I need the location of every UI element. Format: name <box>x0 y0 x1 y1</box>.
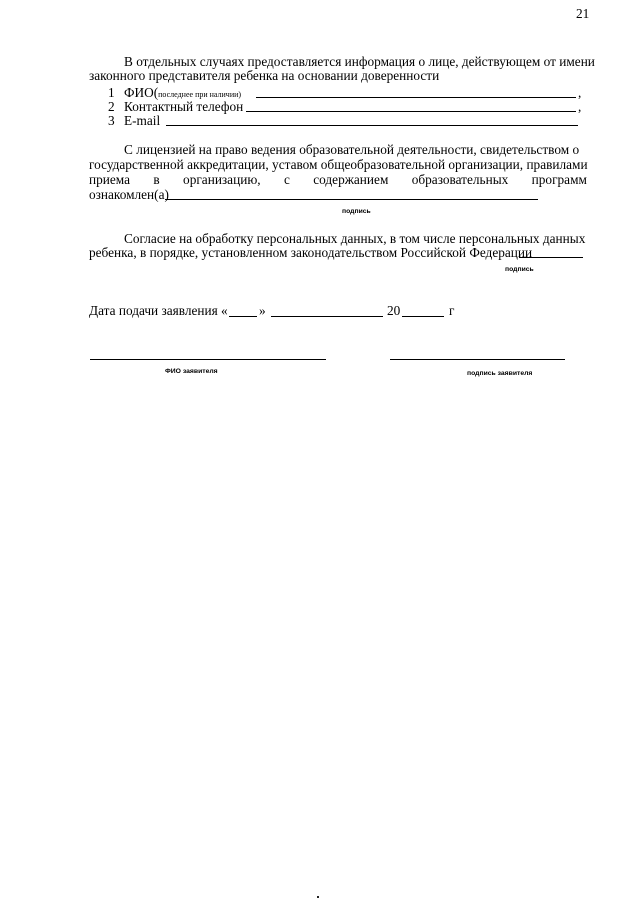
license-word: программ <box>531 172 587 187</box>
license-word: с <box>283 172 290 187</box>
item-2-label: Контактный телефон <box>124 99 244 114</box>
applicant-fio-caption: ФИО заявителя <box>165 368 218 375</box>
date-year-suffix: г <box>449 303 455 318</box>
license-word: приема <box>89 172 131 187</box>
license-word: организацию, <box>183 172 261 187</box>
date-close-quote: » <box>259 303 266 318</box>
email-field[interactable] <box>166 125 578 126</box>
item-1-label: ФИО(последнее при наличии) <box>124 85 242 100</box>
applicant-signature-caption: подпись заявителя <box>467 370 533 377</box>
consent-signature-field[interactable] <box>519 257 583 258</box>
license-word: в <box>153 172 160 187</box>
page-number: 21 <box>576 6 590 21</box>
license-signature-field[interactable] <box>165 199 538 200</box>
date-label: Дата подачи заявления <box>89 303 218 318</box>
phone-field[interactable] <box>246 111 576 112</box>
item-3-number: 3 <box>108 113 115 128</box>
item-1-note: последнее при наличии) <box>158 90 242 99</box>
date-year-prefix: 20 <box>387 303 401 318</box>
item-1-number: 1 <box>108 85 115 100</box>
item-2-number: 2 <box>108 99 115 114</box>
item-3-label: E-mail <box>124 113 161 128</box>
applicant-signature-field[interactable] <box>390 359 565 360</box>
license-word: образовательных <box>411 172 509 187</box>
date-open-quote: « <box>221 303 228 318</box>
representative-intro-line2: законного представителя ребенка на основании доверенности <box>89 68 440 83</box>
fio-field[interactable] <box>256 97 576 98</box>
license-word: содержанием <box>313 172 389 187</box>
scan-speck <box>317 896 319 898</box>
license-signature-caption: подпись <box>342 208 371 215</box>
applicant-fio-field[interactable] <box>90 359 326 360</box>
license-line2: государственной аккредитации, уставом общеобразовательной организации, правилами <box>89 157 588 172</box>
item-2-end: , <box>578 99 582 114</box>
license-line4: ознакомлен(а) <box>89 187 169 202</box>
consent-line2: ребенка, в порядке, установленном законодательством Российской Федерации <box>89 245 533 260</box>
date-month-field[interactable] <box>271 316 383 317</box>
date-day-field[interactable] <box>229 316 257 317</box>
consent-signature-caption: подпись <box>505 266 534 273</box>
license-line3 <box>89 172 587 188</box>
consent-line1: Согласие на обработку персональных данных, в том числе персональных данных <box>124 231 586 246</box>
item-1-end: , <box>578 85 582 100</box>
license-line1: С лицензией на право ведения образовательной деятельности, свидетельством о <box>124 142 580 157</box>
representative-intro-line1: В отдельных случаях предоставляется информация о лице, действующем от имени <box>124 54 595 69</box>
date-year-field[interactable] <box>402 316 444 317</box>
